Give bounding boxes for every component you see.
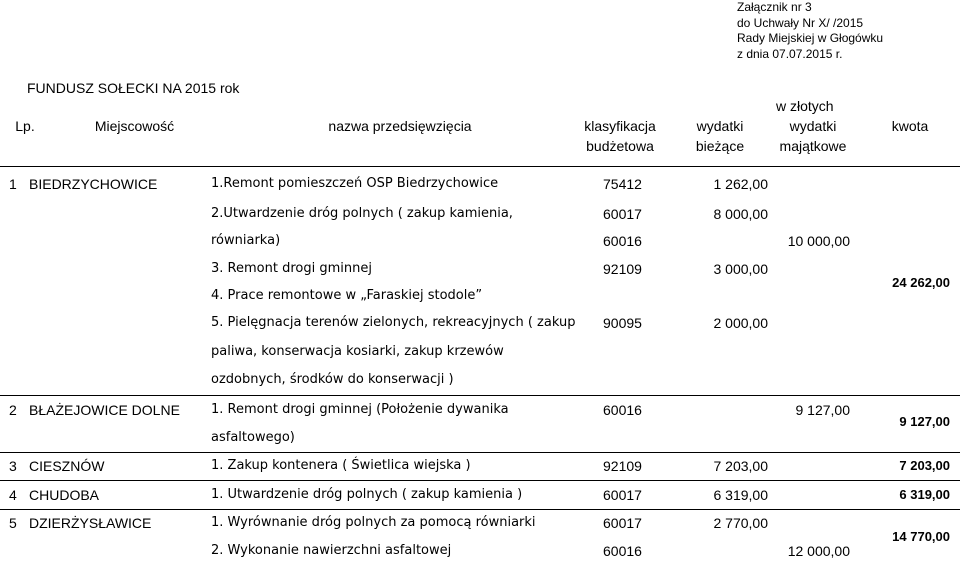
row-lp: 2 xyxy=(9,402,17,418)
header-wydatki-majatkowe: wydatki majątkowe xyxy=(779,118,847,154)
table-divider xyxy=(0,509,960,510)
project-line: asfaltowego) xyxy=(211,430,295,445)
project-line: 1. Remont drogi gminnej (Położenie dywanika xyxy=(211,402,509,417)
total-amount: 24 262,00 xyxy=(892,275,950,290)
village-name: DZIERŻYSŁAWICE xyxy=(29,515,152,531)
currency-note: w złotych xyxy=(776,98,834,114)
current-expense: 2 770,00 xyxy=(713,515,768,531)
project-line: 3. Remont drogi gminnej xyxy=(211,261,372,276)
total-amount: 9 127,00 xyxy=(899,414,950,429)
project-line: 1.Remont pomieszczeń OSP Biedrzychowice xyxy=(211,176,499,191)
classification: 75412 xyxy=(603,176,642,192)
village-name: BŁAŻEJOWICE DOLNE xyxy=(29,402,180,418)
row-lp: 3 xyxy=(9,458,17,474)
project-line: równiarka) xyxy=(211,233,281,248)
header-kwota: kwota xyxy=(891,118,929,134)
table-divider xyxy=(0,480,960,481)
current-expense: 1 262,00 xyxy=(713,176,768,192)
document-title: FUNDUSZ SOŁECKI NA 2015 rok xyxy=(27,80,240,96)
classification: 90095 xyxy=(603,315,642,331)
row-lp: 1 xyxy=(9,176,17,192)
classification: 60017 xyxy=(603,515,642,531)
project-line: 2.Utwardzenie dróg polnych ( zakup kamienia, xyxy=(211,206,513,221)
table-divider xyxy=(0,166,960,167)
row-lp: 4 xyxy=(9,487,17,503)
current-expense: 2 000,00 xyxy=(713,315,768,331)
annex-note xyxy=(737,0,883,62)
header-klasyfikacja: klasyfikacja budżetowa xyxy=(584,118,656,154)
classification: 60017 xyxy=(603,487,642,503)
village-name: BIEDRZYCHOWICE xyxy=(29,176,158,192)
project-line: 1. Wyrównanie dróg polnych za pomocą równiarki xyxy=(211,515,536,530)
header-nazwa: nazwa przedsięwzięcia xyxy=(328,118,472,134)
classification: 60017 xyxy=(603,206,642,222)
current-expense: 8 000,00 xyxy=(713,206,768,222)
row-lp: 5 xyxy=(9,515,17,531)
classification: 60016 xyxy=(603,402,642,418)
header-miejscowosc: Miejscowość xyxy=(94,118,175,134)
annex-line: Rady Miejskiej w Głogówku xyxy=(737,31,884,45)
header-lp: Lp. xyxy=(15,118,35,134)
current-expense: 3 000,00 xyxy=(713,261,768,277)
classification: 92109 xyxy=(603,458,642,474)
header-wydatki-biezace: wydatki bieżące xyxy=(695,118,745,154)
village-name: CHUDOBA xyxy=(29,487,100,503)
project-line: 1. Utwardzenie dróg polnych ( zakup kamienia ) xyxy=(211,487,523,502)
annex-line: z dnia 07.07.2015 r. xyxy=(737,46,843,61)
project-line: 5. Pielęgnacja terenów zielonych, rekreacyjnych ( zakup xyxy=(211,315,576,330)
project-line: 1. Zakup kontenera ( Świetlica wiejska ) xyxy=(211,458,471,473)
total-amount: 6 319,00 xyxy=(899,487,950,502)
classification: 92109 xyxy=(603,261,642,277)
capital-expense: 12 000,00 xyxy=(787,543,850,559)
current-expense: 7 203,00 xyxy=(713,458,768,474)
total-amount: 7 203,00 xyxy=(899,458,950,473)
current-expense: 6 319,00 xyxy=(713,487,768,503)
project-line: 4. Prace remontowe w „Faraskiej stodole” xyxy=(211,288,483,303)
capital-expense: 10 000,00 xyxy=(787,233,850,249)
table-divider xyxy=(0,395,960,396)
project-line: paliwa, konserwacja kosiarki, zakup krzewów xyxy=(211,344,504,359)
project-line: 2. Wykonanie nawierzchni asfaltowej xyxy=(211,543,452,558)
total-amount: 14 770,00 xyxy=(892,529,950,544)
classification: 60016 xyxy=(603,233,642,249)
annex-line: Załącznik nr 3 xyxy=(737,0,812,14)
classification: 60016 xyxy=(603,543,642,559)
capital-expense: 9 127,00 xyxy=(795,402,850,418)
village-name: CIESZNÓW xyxy=(29,458,105,474)
project-line: ozdobnych, środków do konserwacji ) xyxy=(211,372,454,387)
annex-line: do Uchwały Nr X/ /2015 xyxy=(737,15,864,30)
table-divider xyxy=(0,452,960,453)
